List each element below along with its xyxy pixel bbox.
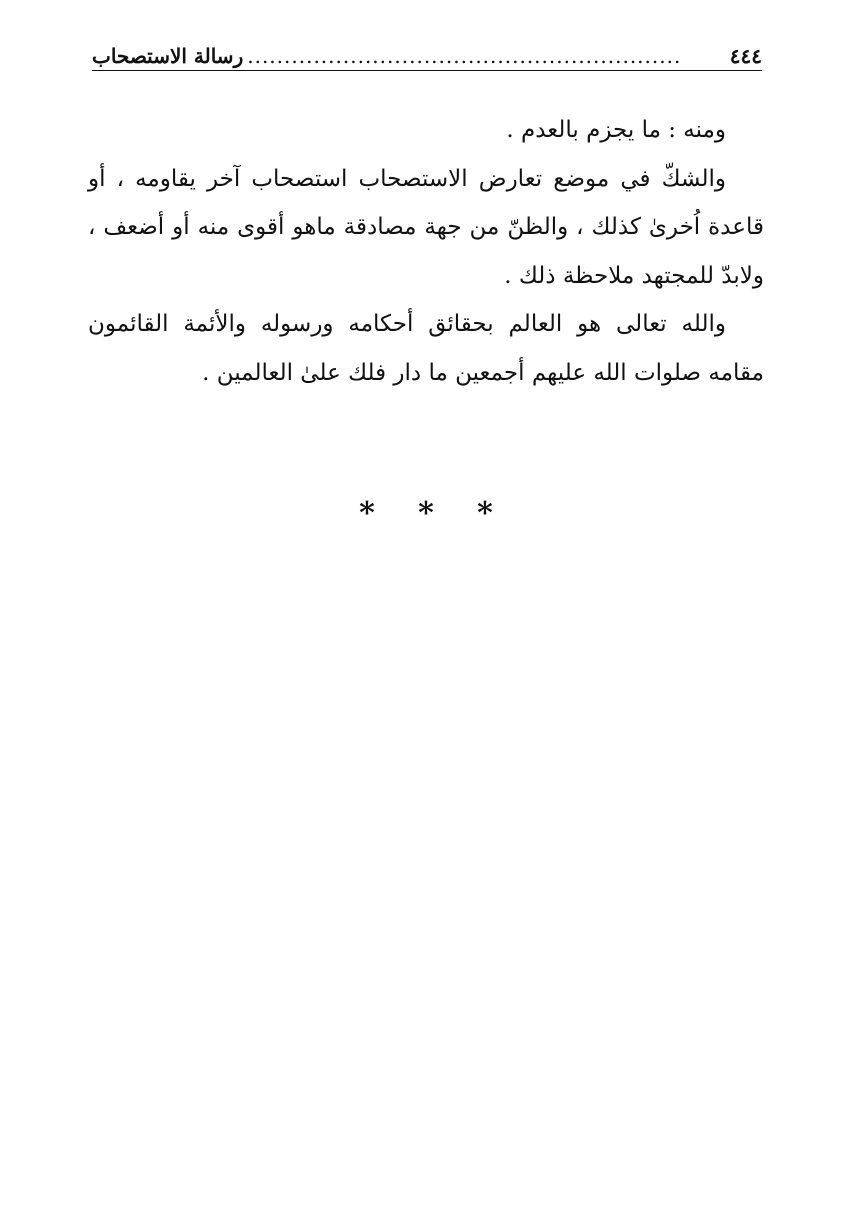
section-end-ornament (352, 494, 500, 534)
page-number: ٤٤٤ (729, 44, 762, 68)
ornament-star-icon: * (477, 496, 493, 531)
header-leader-dots: ........................................................... (247, 44, 682, 68)
paragraph-1: ومنه : ما يجزم بالعدم . (506, 117, 726, 143)
paragraph-3: والله تعالى هو العالم بحقائق أحكامه ورسوله والأئمة القائمون مقامه صلوات الله عليهم أجمعين ما دار فلك علىٰ العالمين . (88, 311, 764, 386)
body-text (88, 106, 764, 397)
running-title: رسالة الاستصحاب (92, 44, 244, 68)
header-rule (92, 70, 762, 71)
page-header (92, 38, 762, 70)
ornament-star-icon: * (359, 496, 375, 531)
paragraph-2: والشكّ في موضع تعارض الاستصحاب استصحاب آخر يقاومه ، أو قاعدة اُخرىٰ كذلك ، والظنّ من جهة مصادقة ماهو أقوى منه أو أضعف ، ولابدّ للمجتهد ملاحظة ذلك . (88, 165, 764, 289)
ornament-star-icon: * (418, 496, 434, 531)
